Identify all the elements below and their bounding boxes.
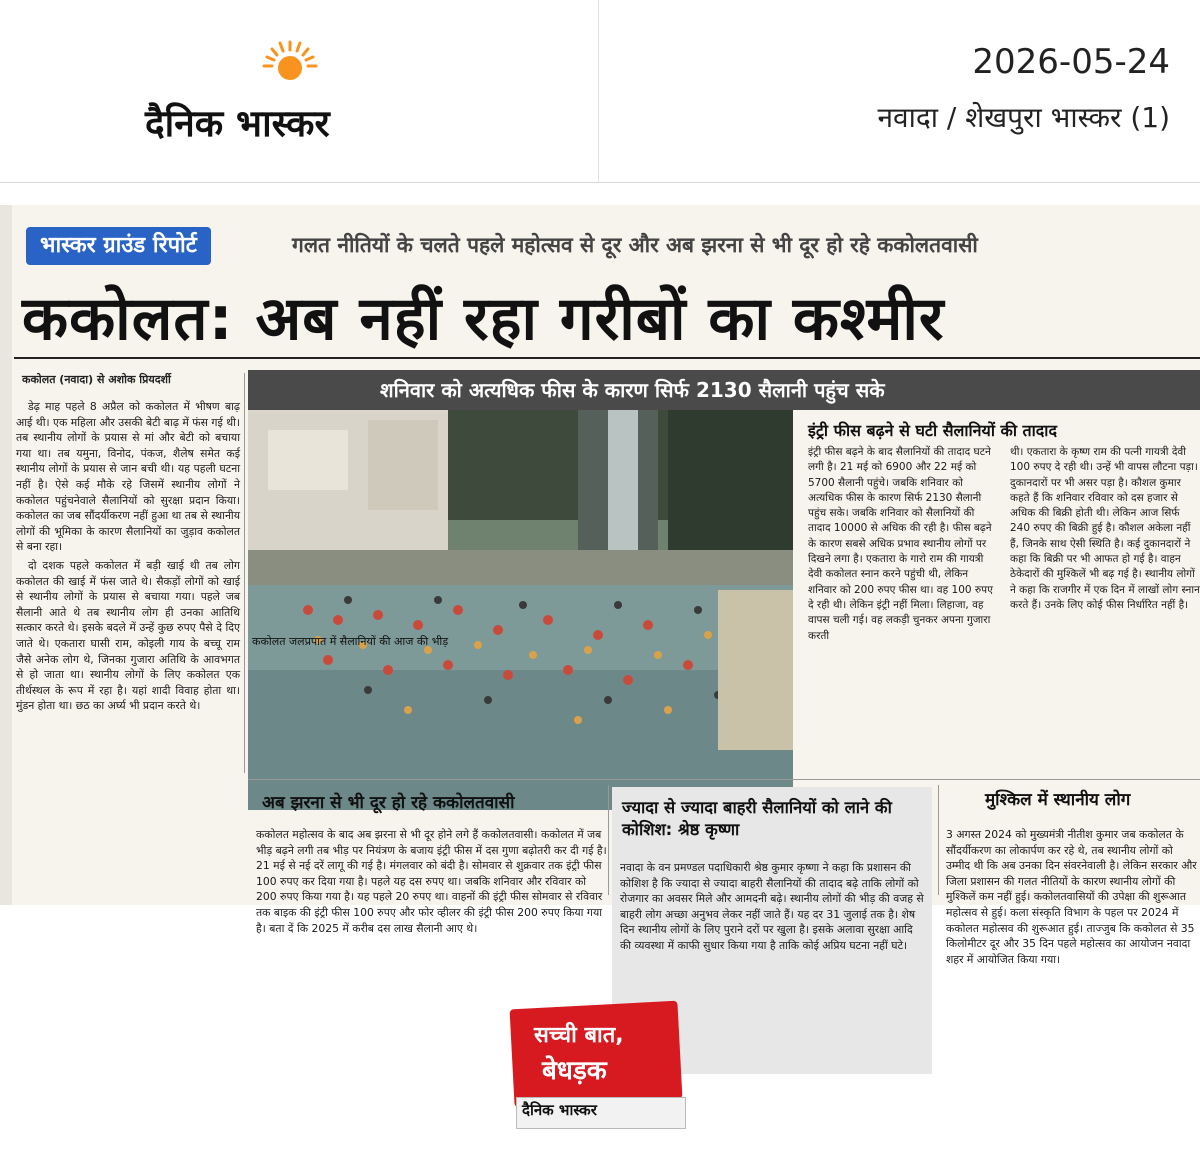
column-rule <box>244 373 245 773</box>
edition-name: नवादा / शेखपुरा भास्कर (1) <box>877 101 1170 134</box>
photo-caption: ककोलत जलप्रपात में सैलानियों की आज की भीड़ <box>252 635 449 648</box>
column-4: ककोलत महोत्सव के बाद अब झरना से भी दूर होने लगे हैं ककोलतवासी। ककोलत में जब भीड़ बढ़ने लगी तब भीड़ पर नियंत्रण के बजाय इंट्री फीस में दस गुणा बढ़ोतरी कर दी गई है। 21 मई से नई दरें लागू की गई है। मंगलवार को बंदी है। सोमवार से शुक्रवार तक इंट्री फीस 100 रुपए कर दिया गया है। पहले यह दस रुपए था। जबकि शनिवार और रविवार को 200 रुपए किया गया है। यह पहले 20 रुपए था। वाहनों की इंट्री फीस सोमवार से रविवार तक बाइक की इंट्री फीस 100 रुपए और फोर व्हीलर की इंट्री फीस 200 रुपए किया गया है। बता दें कि 2025 में करीब दस लाख सैलानी आए थे। <box>256 828 607 935</box>
brand-logo: दैनिक भास्कर <box>145 102 330 145</box>
waterfall-photo <box>248 410 793 810</box>
section-rule <box>248 779 1200 780</box>
column-3: थी। एकतारा के कृष्ण राम की पत्नी गायत्री देवी 100 रुपए दे रही थी। उन्हें भी वापस लौटना पड़ा। दुकानदारों पर भी असर पड़ा है। कौशल कुमार कहते हैं कि शनिवार रविवार को दस हजार से अधिक की बिक्री होती थी। लेकिन आज सिर्फ 240 रुपए की बिक्री हुई है। कौशल अकेला नहीं हैं, जिनके साथ ऐसी स्थिति है। कई दुकानदारों ने कहा कि बिक्री पर भी आफत हो गई है। वाहन ठेकेदारों की मुश्किलें भी बढ़ गई है। स्थानीय लोगों ने कहा कि राजगीर में एक दिन में लाखों लोग स्नान करते हैं। उनके लिए कोई फीस निर्धारित नहीं है। <box>1010 446 1200 611</box>
slogan-line-2: बेधड़क <box>542 1056 607 1086</box>
header-divider <box>598 0 599 182</box>
column-6: 3 अगस्त 2024 को मुख्यमंत्री नीतीश कुमार जब ककोलत के सौंदर्यीकरण का लोकार्पण कर रहे थे, तब स्थानीय लोगों को उम्मीद थी कि अब उनका दिन संवरनेवाली है। लेकिन सरकार और जिला प्रशासन की गलत नीतियों के कारण स्थानीय लोगों की मुश्किलें कम नहीं हुई। ककोलतवासियों की उपेक्षा की शुरूआत महोत्सव से हुई। कला संस्कृति विभाग के पहल पर 2024 में ककोलत महोत्सव की शुरूआत हुई। ताज्जुब कि ककोलत से 35 किलोमीटर दूर और 35 दिन पहले महोत्सव का आयोजन नवादा शहर में आयोजित किया गया। <box>946 828 1197 966</box>
page-header <box>0 0 1200 183</box>
section-heading-entry-fee: इंट्री फीस बढ़ने से घटी सैलानियों की तादाद <box>808 421 1057 440</box>
report-tag: भास्कर ग्राउंड रिपोर्ट <box>26 227 211 265</box>
headline-rule <box>14 357 1200 359</box>
photo-banner: शनिवार को अत्यधिक फीस के कारण सिर्फ 2130 सैलानी पहुंच सके <box>248 370 1200 410</box>
article-byline: ककोलत (नवादा) से अशोक प्रियदर्शी <box>22 373 171 386</box>
column-rule <box>608 785 609 895</box>
footer-logo <box>512 1005 690 1133</box>
section-heading-officer: ज्यादा से ज्यादा बाहरी सैलानियों को लाने की कोशिश: श्रेष्ठ कृष्णा <box>622 798 892 839</box>
page-edge <box>0 205 12 905</box>
section-heading-locals: मुश्किल में स्थानीय लोग <box>985 790 1131 810</box>
footer-brand: दैनिक भास्कर <box>522 1101 597 1119</box>
sun-logo-icon <box>262 38 318 94</box>
column-1 <box>16 399 240 717</box>
section-heading-waterfall: अब झरना से भी दूर हो रहे ककोलतवासी <box>262 793 515 813</box>
article-headline: ककोलत: अब नहीं रहा गरीबों का कश्मीर <box>22 284 945 354</box>
paragraph: दो दशक पहले ककोलत में बड़ी खाई थी तब लोग ककोलत की खाई में फंस जाते थे। सैकड़ों लोगों को खाई से स्थानीय लोगों के प्रयास से बचाया गया। पहले जब सैलानी आते थे तब स्थानीय लोग ही उनका आतिथि सत्कार करते थे। इसके बदले में उन्हें कुछ रुपए पैसे दे दिए जाते थे। एकतारा घासी राम, कोइली गाय के बच्चू राम जैसे अनेक लोग थे, जिनका गुजारा अतिथि के आवभगत से हो जाता था। स्थानीय लोगों के लिए ककोलत एक तीर्थस्थल के रूप में रहा है। यहां शादी विवाह होता था। मुंडन होता था। छठ का अर्घ्य भी प्रदान करते थे। <box>16 558 240 713</box>
edition-date: 2026-05-24 <box>972 42 1170 82</box>
column-rule <box>938 785 939 895</box>
crowd-photo-illustration <box>248 410 793 810</box>
slogan-line-1: सच्ची बात, <box>534 1023 624 1048</box>
column-5: नवादा के वन प्रमण्डल पदाधिकारी श्रेष्ठ कुमार कृष्णा ने कहा कि प्रशासन की कोशिश है कि ज्यादा से ज्यादा बाहरी सैलानियों की तादाद बढ़े ताकि लोगों को रोजगार का अवसर मिले और आमदनी बढ़े। स्थानीय लोगों की भीड़ की वजह से बाहरी लोग अच्छा अनुभव लेकर नहीं जाते हैं। यह दर 31 जुलाई तक है। शेष दिन स्थानीय लोगों के लिए पुराने दरों पर खुला है। इसके अलावा सुरक्षा आदि की व्यवस्था में काफी सुधार किया गया है ताकि कोई अप्रिय घटना नहीं घटे। <box>620 861 924 952</box>
paragraph: डेढ़ माह पहले 8 अप्रैल को ककोलत में भीषण बाढ़ आई थी। एक महिला और उसकी बेटी बाढ़ में फंस गई थी। तब स्थानीय लोगों के प्रयास से मां और बेटी को बचाया गया था। तब यमुना, विनोद, पंकज, शैलेष समेत कई स्थानीय लोगों के प्रयास से जान बची थी। यह पहली घटना नहीं है। ऐसे कई मौके रहे जिसमें स्थानीय लोगों ने ककोलत पहुंचनेवाले सैलानियों को सुरक्षा प्रदान किया। ककोलत का जब सौंदर्यीकरण नहीं हुआ था तब से स्थानीय लोगों की भूमिका के कारण सैलानियों का जुड़ाव ककोलत से बना रहा। <box>16 400 240 554</box>
column-2: इंट्री फीस बढ़ने के बाद सैलानियों की तादाद घटने लगी है। 21 मई को 6900 और 22 मई को 5700 सैलानी पहुंचे। जबकि शनिवार को अत्यधिक फीस के कारण सिर्फ 2130 सैलानी पहुंच सके। जबकि शनिवार को सैलानियों की तादाद 10000 से अधिक की रही है। फीस बढ़ने के कारण सबसे अधिक प्रभाव स्थानीय लोगों पर दिखने लगा है। एकतारा के गारो राम की गायत्री देवी ककोलत स्नान करने पहुंची थी, लेकिन शनिवार को 200 रुपए फीस था। वह 100 रुपए दे रही थी। लेकिन इंट्री नहीं मिला। लिहाजा, वह वापस चली गई। वह लकड़ी चुनकर अपना गुजारा करती <box>808 446 993 642</box>
newspaper-clipping <box>0 205 1200 966</box>
article-kicker: गलत नीतियों के चलते पहले महोत्सव से दूर और अब झरना से भी दूर हो रहे ककोलतवासी <box>292 233 978 257</box>
